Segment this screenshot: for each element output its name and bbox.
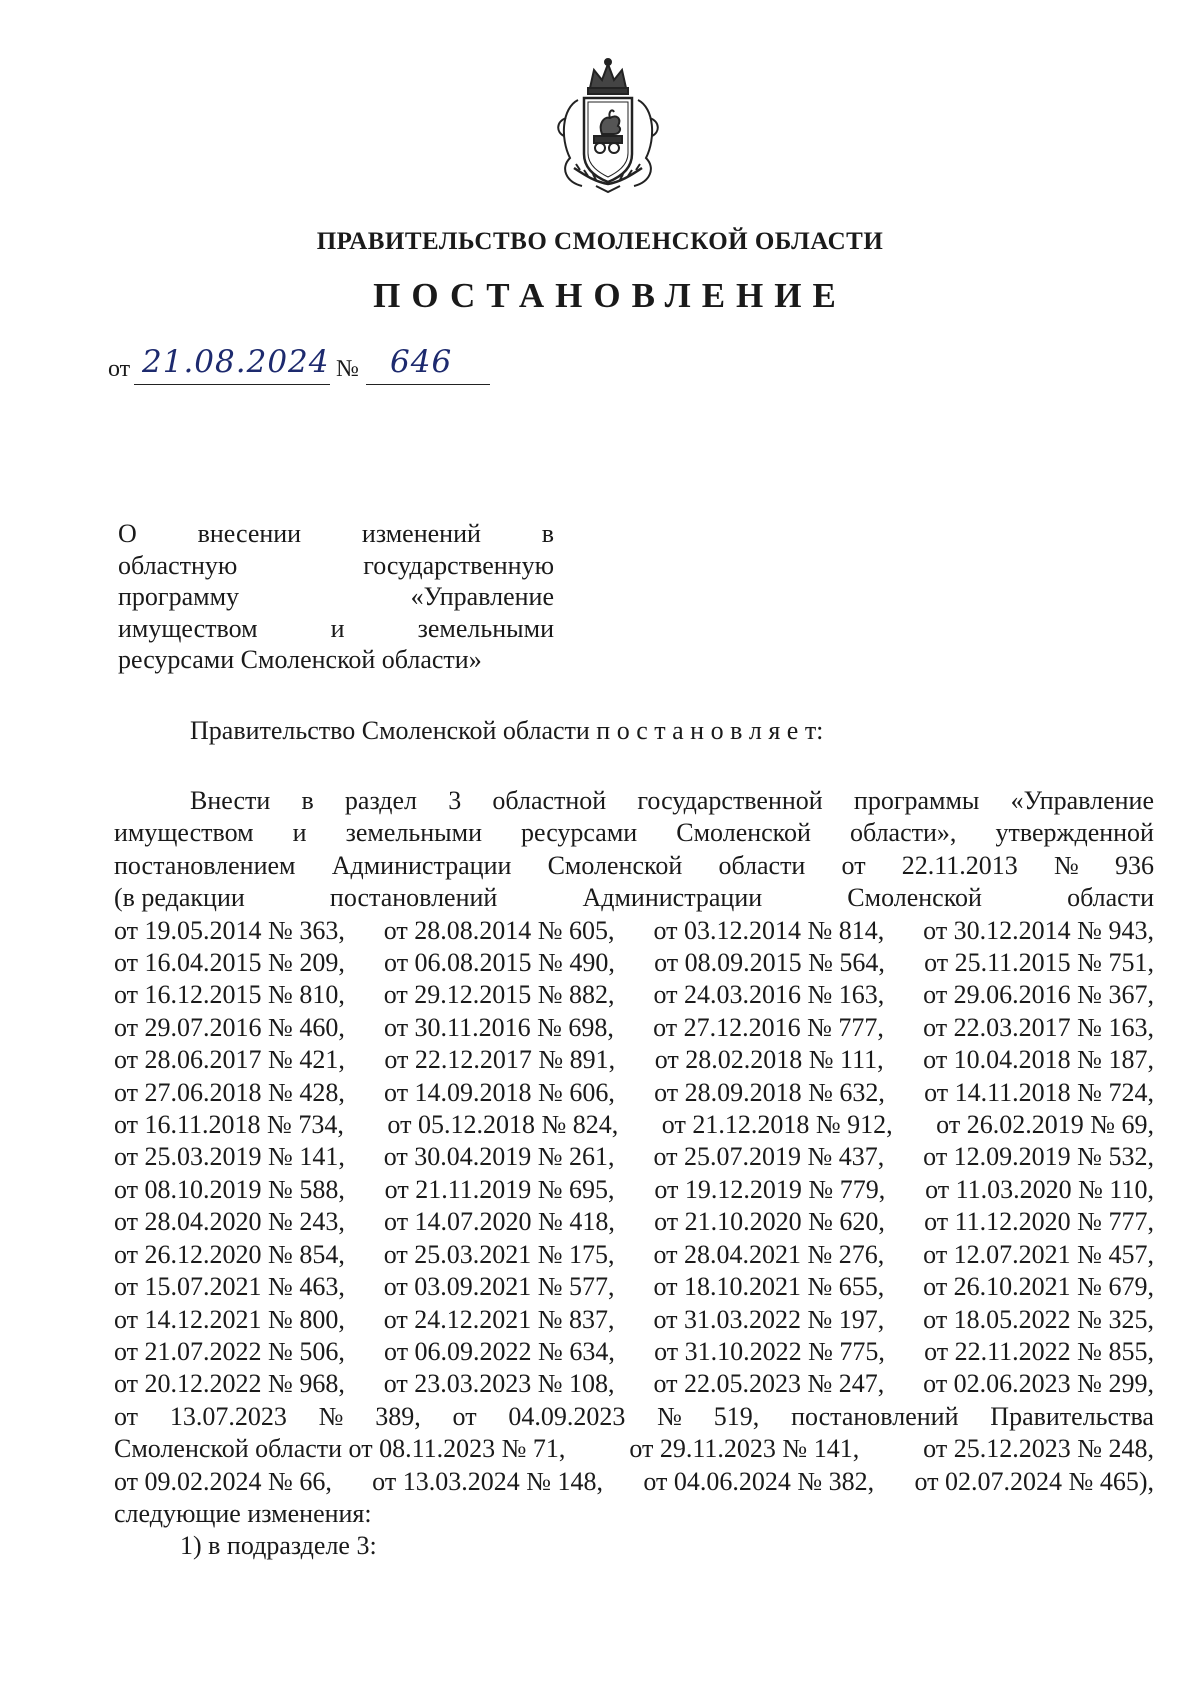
body-text-segment: Администрации [331,850,512,880]
subject-word: государственную [363,550,554,580]
body-text-segment: от 29.06.2016 № 367, [923,980,1154,1010]
body-text-segment: 389, [375,1401,421,1431]
body-text-segment: от 27.12.2016 № 777, [653,1012,884,1042]
body-text-segment: от 14.11.2018 № 724, [924,1077,1154,1107]
date-underline [134,384,330,385]
body-text-segment: областной [492,786,607,815]
body-text-segment: от 11.12.2020 № 777, [924,1207,1154,1237]
body-text-segment: области [718,850,806,880]
body-text-segment: № [318,1401,344,1431]
subject-line [118,518,554,550]
body-text-segment: от 25.03.2019 № 141, [114,1142,345,1172]
body-text-segment: раздел [344,786,418,815]
body-text-segment: от 27.06.2018 № 428, [114,1077,345,1107]
document-subject [118,518,554,676]
body-line [114,882,1154,914]
body-line [114,1012,1154,1044]
body-text-segment: Смоленской [676,818,811,848]
body-text-segment: от 25.11.2015 № 751, [924,948,1154,978]
body-text-segment: имуществом [114,818,254,848]
body-text-segment: ресурсами [521,818,638,848]
body-text-segment: от 09.02.2024 № 66, [114,1466,332,1496]
subject-word: имуществом [118,613,258,643]
body-text-segment: Смоленской [547,850,683,880]
body-text-segment: от 02.07.2024 № 465), [914,1466,1154,1496]
body-text-segment: от 15.07.2021 № 463, [114,1272,345,1302]
body-text-segment: от 30.11.2016 № 698, [384,1012,614,1042]
document-body [114,785,1154,1563]
body-text-segment: от 28.06.2017 № 421, [114,1045,345,1075]
body-text-segment: от 26.02.2019 № 69, [936,1110,1154,1140]
body-text-segment: в [301,786,314,815]
body-line [114,1271,1154,1303]
body-text-segment: земельными [345,818,482,848]
body-text-segment: от 31.03.2022 № 197, [653,1304,885,1334]
subject-line [118,644,554,676]
body-line [114,1498,1154,1530]
organization-title: ПРАВИТЕЛЬСТВО СМОЛЕНСКОЙ ОБЛАСТИ [316,228,884,255]
body-text-segment: от [114,1401,139,1431]
number-label: № [336,356,359,382]
body-line [114,1077,1154,1109]
body-text-segment: от 21.12.2018 № 912, [661,1110,893,1140]
subject-line [118,550,554,582]
body-text-segment: от 24.12.2021 № 837, [383,1304,615,1334]
body-line [114,1336,1154,1368]
body-text-segment: от 29.07.2016 № 460, [114,1012,345,1042]
body-text-segment: и [292,818,307,848]
body-text-segment: от 25.12.2023 № 248, [923,1434,1154,1464]
body-text-segment: программы [853,786,980,815]
body-text-segment: от 21.07.2022 № 506, [114,1336,345,1366]
body-text-segment: области [1067,883,1154,913]
body-text-segment: от 11.03.2020 № 110, [925,1174,1154,1204]
body-text-segment: от 21.11.2019 № 695, [384,1174,615,1204]
body-text-segment: Правительства [990,1401,1154,1431]
subject-word: О [118,519,137,548]
body-line [114,915,1154,947]
body-text-segment: Внести [190,786,271,815]
body-text-segment: от 19.12.2019 № 779, [654,1174,886,1204]
body-text-segment: от 22.12.2017 № 891, [384,1045,616,1075]
body-text-segment: от 30.04.2019 № 261, [383,1142,615,1172]
body-text-segment: от 06.09.2022 № 634, [384,1336,615,1366]
body-text-segment: 3 [448,786,462,815]
body-text-segment: от 12.07.2021 № 457, [923,1239,1154,1269]
body-line [114,1109,1154,1141]
subject-line [118,581,554,613]
body-line [114,947,1154,979]
body-text-segment: от 26.10.2021 № 679, [923,1272,1154,1302]
body-text-segment: постановлением [114,850,296,880]
body-text-segment: от 26.12.2020 № 854, [114,1239,345,1269]
body-text-segment: Смоленской [847,883,982,913]
handwritten-number: 646 [390,344,453,380]
body-line [114,1368,1154,1400]
body-text-segment: от 08.10.2019 № 588, [114,1174,345,1204]
body-text-segment: от 29.11.2023 № 141, [629,1434,860,1464]
subject-word: программу [118,582,240,611]
decree-statement: Правительство Смоленской области п о с т а н о в л я е т: [190,716,824,745]
subject-word: изменений [361,519,481,548]
body-text-segment: от 03.12.2014 № 814, [653,915,885,945]
body-text-segment: от 28.08.2014 № 605, [383,915,615,945]
body-text-segment: 519, [713,1401,760,1431]
subject-word: в [541,519,554,548]
body-text-segment: от 24.03.2016 № 163, [653,980,885,1010]
body-text-segment: от 14.07.2020 № 418, [384,1207,615,1237]
body-text-segment: от 23.03.2023 № 108, [383,1369,615,1399]
number-underline [366,384,490,385]
body-line [114,1174,1154,1206]
body-text-segment: № [1054,850,1079,880]
subject-word: ресурсами Смоленской области» [118,645,482,674]
body-text-segment: от 05.12.2018 № 824, [387,1110,619,1140]
body-text-segment: от 28.04.2021 № 276, [653,1239,885,1269]
body-text-segment: от 30.12.2014 № 943, [923,915,1154,945]
body-text-segment: Администрации [582,883,763,913]
body-text-segment: постановлений [329,883,498,913]
body-text-segment: 04.09.2023 [508,1401,626,1431]
body-text-segment: от 31.10.2022 № 775, [654,1336,885,1366]
body-text-segment: от 25.07.2019 № 437, [653,1142,885,1172]
body-text-segment: от 14.09.2018 № 606, [384,1077,615,1107]
subject-word: «Управление [410,582,554,611]
subject-line [118,613,554,645]
body-line [114,979,1154,1011]
body-text-segment: от 02.06.2023 № 299, [923,1369,1154,1399]
body-line [114,1530,1154,1562]
body-text-segment: от 12.09.2019 № 532, [923,1142,1154,1172]
subject-word: внесении [197,519,302,548]
body-text-segment: от 28.04.2020 № 243, [114,1207,345,1237]
subject-word: земельными [417,613,554,643]
date-number-line [108,344,568,390]
body-line [114,1401,1154,1433]
body-text-segment: от 16.11.2018 № 734, [114,1110,344,1140]
body-text-segment: № [657,1401,682,1431]
body-line [114,850,1154,882]
body-text-segment: от 18.10.2021 № 655, [653,1272,885,1302]
body-text-segment: «Управление [1010,786,1154,815]
body-text-segment: от 16.12.2015 № 810, [114,980,345,1010]
body-text-segment: от 28.09.2018 № 632, [654,1077,885,1107]
body-text-segment: 936 [1115,850,1154,880]
body-text-segment: от 25.03.2021 № 175, [383,1239,615,1269]
body-text-segment: от 18.05.2022 № 325, [923,1304,1154,1334]
body-text-segment: 13.07.2023 [169,1401,287,1431]
body-text-segment: от 16.04.2015 № 209, [114,948,345,978]
subject-word: областную [118,550,238,580]
body-line [114,1239,1154,1271]
subject-word: и [330,613,345,643]
body-text-segment: 1) в подразделе 3: [180,1531,377,1561]
smolensk-coat-of-arms-icon [552,58,664,194]
body-line [114,1433,1154,1465]
document-type-title: ПОСТАНОВЛЕНИЕ [373,276,847,315]
body-text-segment: от 08.09.2015 № 564, [654,948,885,978]
body-text-segment: от 03.09.2021 № 577, [383,1272,615,1302]
body-text-segment: утвержденной [995,818,1154,848]
body-line [114,1044,1154,1076]
body-text-segment: от 22.05.2023 № 247, [653,1369,885,1399]
body-text-segment: следующие изменения: [114,1498,372,1528]
body-line [114,1141,1154,1173]
handwritten-date: 21.08.2024 [142,344,330,380]
body-text-segment: Смоленской области от 08.11.2023 № 71, [114,1434,566,1464]
body-text-segment: от 21.10.2020 № 620, [654,1207,885,1237]
body-text-segment: от 04.06.2024 № 382, [643,1466,875,1496]
body-text-segment: 22.11.2013 [901,850,1018,880]
body-text-segment: от 10.04.2018 № 187, [923,1045,1154,1075]
body-line [114,817,1154,849]
body-text-segment: от 22.11.2022 № 855, [924,1336,1154,1366]
body-text-segment: постановлений [791,1401,959,1431]
body-line [114,1304,1154,1336]
body-text-segment: от [841,850,866,880]
body-text-segment: (в редакции [114,883,245,913]
body-line [114,1466,1154,1498]
body-text-segment: от 29.12.2015 № 882, [383,980,615,1010]
body-text-segment: от 28.02.2018 № 111, [654,1045,884,1075]
body-line [114,785,1154,817]
body-text-segment: от 14.12.2021 № 800, [114,1304,345,1334]
body-line [114,1206,1154,1238]
body-text-segment: от 19.05.2014 № 363, [114,915,345,945]
body-text-segment: от 13.03.2024 № 148, [372,1466,603,1496]
body-text-segment: от [452,1401,477,1431]
body-text-segment: от 06.08.2015 № 490, [384,948,615,978]
from-label: от [108,356,131,382]
body-text-segment: от 22.03.2017 № 163, [923,1012,1154,1042]
body-text-segment: государственной [637,786,823,815]
body-text-segment: области», [849,818,957,848]
body-text-segment: от 20.12.2022 № 968, [114,1369,345,1399]
